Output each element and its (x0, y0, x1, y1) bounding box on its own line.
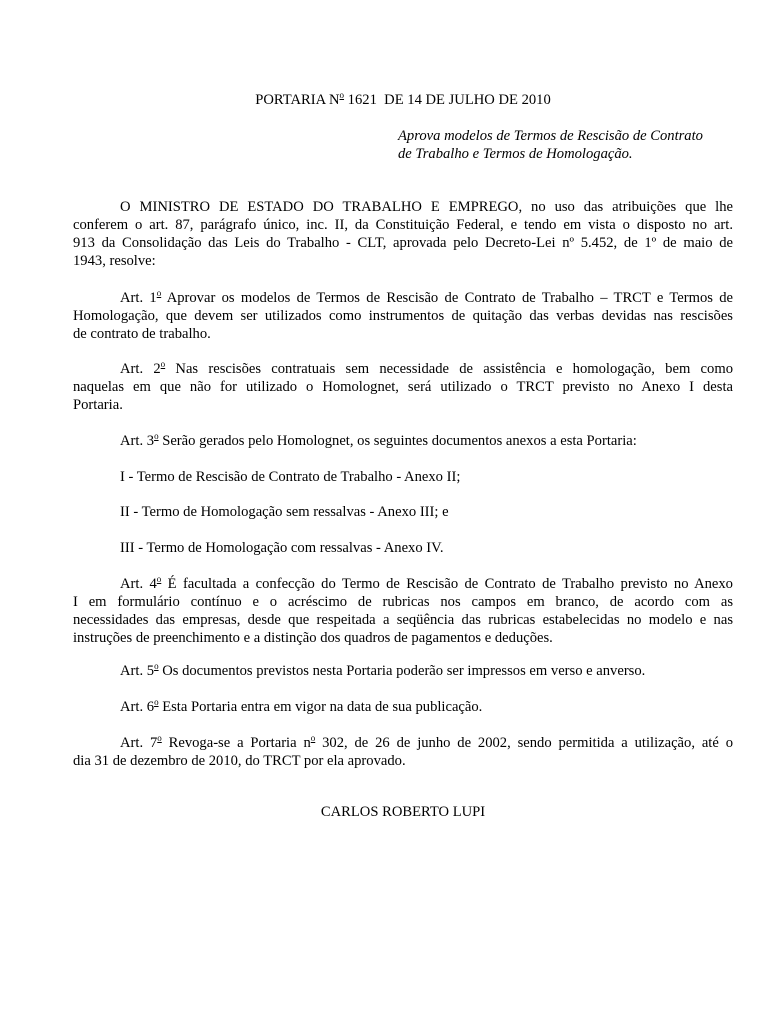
paragraph-line: Art. 4$^o$ É facultada a confecção do Termo de Rescisão de Contrato de Trabalho previsto no Anexo (120, 574, 733, 592)
paragraph-line: instruções de preenchimento e a distinção dos quadros de pagamentos e deduções. (73, 630, 553, 646)
list-item: II - Termo de Homologação sem ressalvas - Anexo III; e (120, 504, 449, 520)
paragraph-line: Art. 7$^o$ Revoga-se a Portaria $n^o$ 302, de 26 de junho de 2002, sendo permitida a utilização, até o (120, 733, 733, 751)
paragraph-line: Art. 5$^o$ Os documentos previstos nesta Portaria poderão ser impressos em verso e anverso. (120, 661, 646, 679)
article-3 (73, 432, 733, 450)
paragraph-line: de contrato de trabalho. (73, 326, 211, 342)
ementa (398, 127, 738, 163)
paragraph-line: dia 31 de dezembro de 2010, do TRCT por ela aprovado. (73, 753, 406, 769)
ementa-line: Aprova modelos de Termos de Rescisão de Contrato (398, 128, 703, 144)
paragraph-line: 1943, resolve: (73, 253, 156, 269)
paragraph-line: conferem o art. 87, parágrafo único, inc. II, da Constituição Federal, e tendo em vista o disposto no art. (73, 217, 733, 233)
paragraph-line: Homologação, que devem ser utilizados como instrumentos de quitação das verbas devidas nas rescisões (73, 308, 733, 324)
document-page (73, 0, 733, 1024)
article-2 (73, 360, 733, 414)
article-7 (73, 734, 733, 770)
signature-name: CARLOS ROBERTO LUPI (320, 804, 486, 820)
preamble-paragraph (73, 198, 733, 270)
article-6 (73, 698, 733, 716)
ementa-line: de Trabalho e Termos de Homologação. (398, 146, 633, 162)
article-4 (73, 575, 733, 647)
paragraph-line: Art. 3$^o$ Serão gerados pelo Homolognet, os seguintes documentos anexos a esta Portaria: (120, 431, 637, 449)
list-item: I - Termo de Rescisão de Contrato de Trabalho - Anexo II; (120, 469, 461, 485)
paragraph-line: 913 da Consolidação das Leis do Trabalho - CLT, aprovada pelo Decreto-Lei nº 5.452, de 1º de maio de (73, 235, 733, 251)
paragraph-line: naquelas em que não for utilizado o Homolognet, será utilizado o TRCT previsto no Anexo I desta (73, 379, 733, 395)
document-title: PORTARIA $N^o$ 1621 DE 14 DE JULHO DE 2010 (255, 90, 551, 108)
list-item: III - Termo de Homologação com ressalvas - Anexo IV. (120, 540, 444, 556)
paragraph-line: necessidades das empresas, desde que respeitada a seqüência das rubricas estabelecidas no modelo e nas (73, 612, 733, 628)
paragraph-line: O MINISTRO DE ESTADO DO TRABALHO E EMPREGO, no uso das atribuições que lhe (120, 199, 733, 215)
paragraph-line: Art. 6$^o$ Esta Portaria entra em vigor na data de sua publicação. (120, 697, 483, 715)
article-5 (73, 662, 733, 680)
paragraph-line: I em formulário contínuo e o acréscimo de rubricas nos campos em branco, de acordo com as (73, 594, 733, 610)
paragraph-line: Art. 1$^o$ Aprovar os modelos de Termos de Rescisão de Contrato de Trabalho – TRCT e Termos de (120, 288, 733, 306)
article-1 (73, 289, 733, 343)
paragraph-line: Portaria. (73, 397, 123, 413)
paragraph-line: Art. 2$^o$ Nas rescisões contratuais sem necessidade de assistência e homologação, bem como (120, 359, 733, 377)
